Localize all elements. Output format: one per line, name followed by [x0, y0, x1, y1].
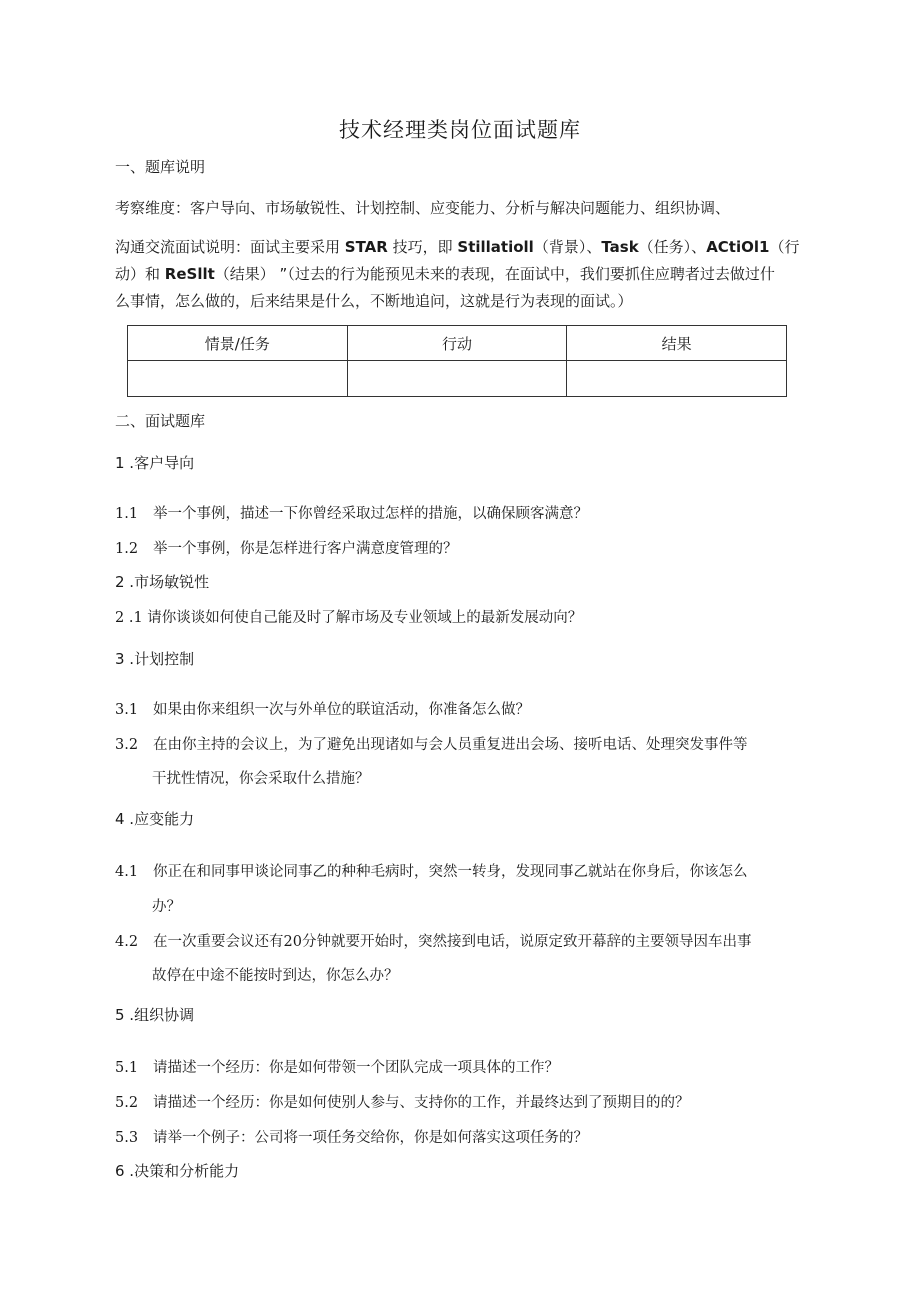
category-heading: 5 .组织协调 [115, 1006, 195, 1024]
question-number: 4.2 [115, 934, 139, 950]
question-number: 1.2 [115, 541, 139, 557]
table-cell [128, 361, 348, 397]
category-heading: 1 .客户导向 [115, 454, 195, 472]
question-text: 请描述一个经历：你是如何使别人参与、支持你的工作，并最终达到了预期目的的？ [153, 1095, 690, 1111]
question-item [115, 860, 748, 881]
question-continuation: 办？ [152, 899, 181, 915]
question-text: 在由你主持的会议上，为了避免出现诸如与会人员重复进出会场、接听电话、处理突发事件等 [153, 737, 748, 753]
question-number: 4.1 [115, 864, 139, 880]
question-item [115, 502, 588, 523]
question-text: 请描述一个经历：你是如何带领一个团队完成一项具体的工作？ [153, 1060, 559, 1076]
method-text: 沟通交流面试说明：面试主要采用 [115, 238, 341, 256]
table-header-result: 结果 [567, 326, 787, 361]
method-situation: Stillatioll [457, 238, 534, 256]
question-item [115, 1091, 690, 1112]
category-heading: 4 .应变能力 [115, 810, 195, 828]
question-text: 请举一个例子：公司将一项任务交给你，你是如何落实这项任务的？ [153, 1130, 588, 1146]
question-item [115, 733, 748, 754]
question-item [115, 698, 530, 719]
star-table [127, 325, 787, 397]
question-number: 3.1 [115, 702, 139, 718]
question-number: 5.2 [115, 1095, 139, 1111]
question-item [115, 537, 458, 558]
question-item [115, 1126, 588, 1147]
method-action: ACtiOl1 [706, 238, 770, 256]
question-number: 3.2 [115, 737, 139, 753]
question-item [115, 930, 751, 951]
section-heading-1: 一、题库说明 [115, 158, 206, 176]
question-text: 你正在和同事甲谈论同事乙的种种毛病时，突然一转身，发现同事乙就站在你身后，你该怎么 [153, 864, 748, 880]
method-text: （任务）、 [638, 238, 707, 256]
question-text: 在一次重要会议还有20分钟就要开始时，突然接到电话，说原定致开幕辞的主要领导因车出事 [153, 934, 752, 950]
method-task: Task [601, 238, 639, 256]
question-number: 1.1 [115, 506, 139, 522]
method-line-1 [115, 236, 799, 257]
method-text: 动）和 [115, 265, 161, 283]
dimensions-line [115, 197, 730, 218]
method-text: 技巧，即 [392, 238, 453, 256]
category-heading: 2 .市场敏锐性 [115, 573, 210, 591]
page-title: 技术经理类岗位面试题库 [339, 118, 581, 142]
method-text: （结果） ”（过去的行为能预见未来的表现，在面试中，我们要抓住应聘者过去做过什 [214, 265, 775, 283]
question-text: 如果由你来组织一次与外单位的联谊活动，你准备怎么做？ [153, 702, 530, 718]
question-number: 5.1 [115, 1060, 139, 1076]
question-text: 举一个事例，描述一下你曾经采取过怎样的措施，以确保顾客满意？ [153, 506, 588, 522]
question-continuation: 故停在中途不能按时到达，你怎么办？ [152, 968, 399, 984]
method-result: ReSllt [164, 265, 215, 283]
question-item: 2 .1 请你谈谈如何使自己能及时了解市场及专业领域上的最新发展动向？ [115, 610, 583, 626]
table-header-action: 行动 [347, 326, 567, 361]
method-text: （行 [769, 238, 800, 256]
table-header-situation: 情景/任务 [128, 326, 348, 361]
category-heading: 6 .决策和分析能力 [115, 1162, 240, 1180]
method-line-2 [115, 263, 775, 284]
question-item [115, 1056, 559, 1077]
category-heading: 3 .计划控制 [115, 650, 195, 668]
question-number: 5.3 [115, 1130, 139, 1146]
table-cell [347, 361, 567, 397]
dimensions-label: 考察维度： [115, 199, 191, 217]
method-line-3: 么事情，怎么做的，后来结果是什么，不断地追问，这就是行为表现的面试。） [115, 292, 633, 310]
question-continuation: 干扰性情况，你会采取什么措施？ [152, 771, 370, 787]
section-heading-2: 二、面试题库 [115, 412, 206, 430]
method-text: （背景）、 [533, 238, 602, 256]
method-star: STAR [344, 238, 388, 256]
dimensions-text: 客户导向、市场敏锐性、计划控制、应变能力、分析与解决问题能力、组织协调、 [190, 199, 731, 217]
table-cell [567, 361, 787, 397]
question-text: 举一个事例，你是怎样进行客户满意度管理的？ [153, 541, 458, 557]
